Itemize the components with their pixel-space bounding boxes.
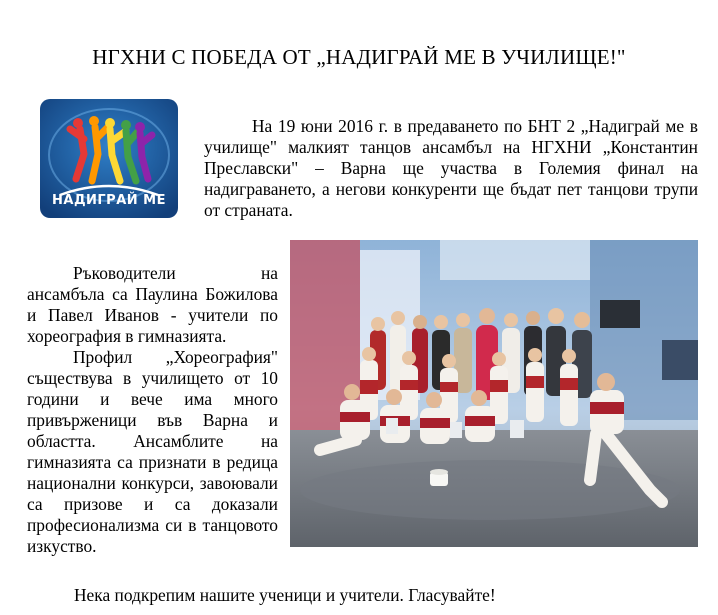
nadigrai-me-logo [40,99,178,218]
closing-line: Нека подкрепим нашите ученици и учители. Гласувайте! [74,585,496,605]
logo-text: НАДИГРАЙ МЕ [52,193,166,208]
paragraph-profile: Профил „Хореография" съществува в училището от 10 години и вече има много привърженици във Варна и областта. Ансамблите на гимназията са признати в редица национални конкурси, завоювали са призове и са доказали професионализма си в танцовото изкуство. [27,347,278,556]
ensemble-photo [290,240,698,547]
page-title: НГХНИ С ПОБЕДА ОТ „НАДИГРАЙ МЕ В УЧИЛИЩЕ!" [92,45,626,69]
intro-paragraph: На 19 юни 2016 г. в предаването по БНТ 2 „Надиграй ме в училище" малкият танцов ансамбъл на НГХНИ „Константин Преславски" – Варна ще участва в Големия финал на надиграването, а негови конкуренти ще бъдат пет танцови трупи от страната. [204,116,698,220]
ensemble-group-photo-icon [290,240,698,547]
paragraph-leaders: Ръководители на ансамбъла са Паулина Божилова и Павел Иванов - учители по хореография в гимназията. [27,263,278,346]
body-text [27,263,278,557]
